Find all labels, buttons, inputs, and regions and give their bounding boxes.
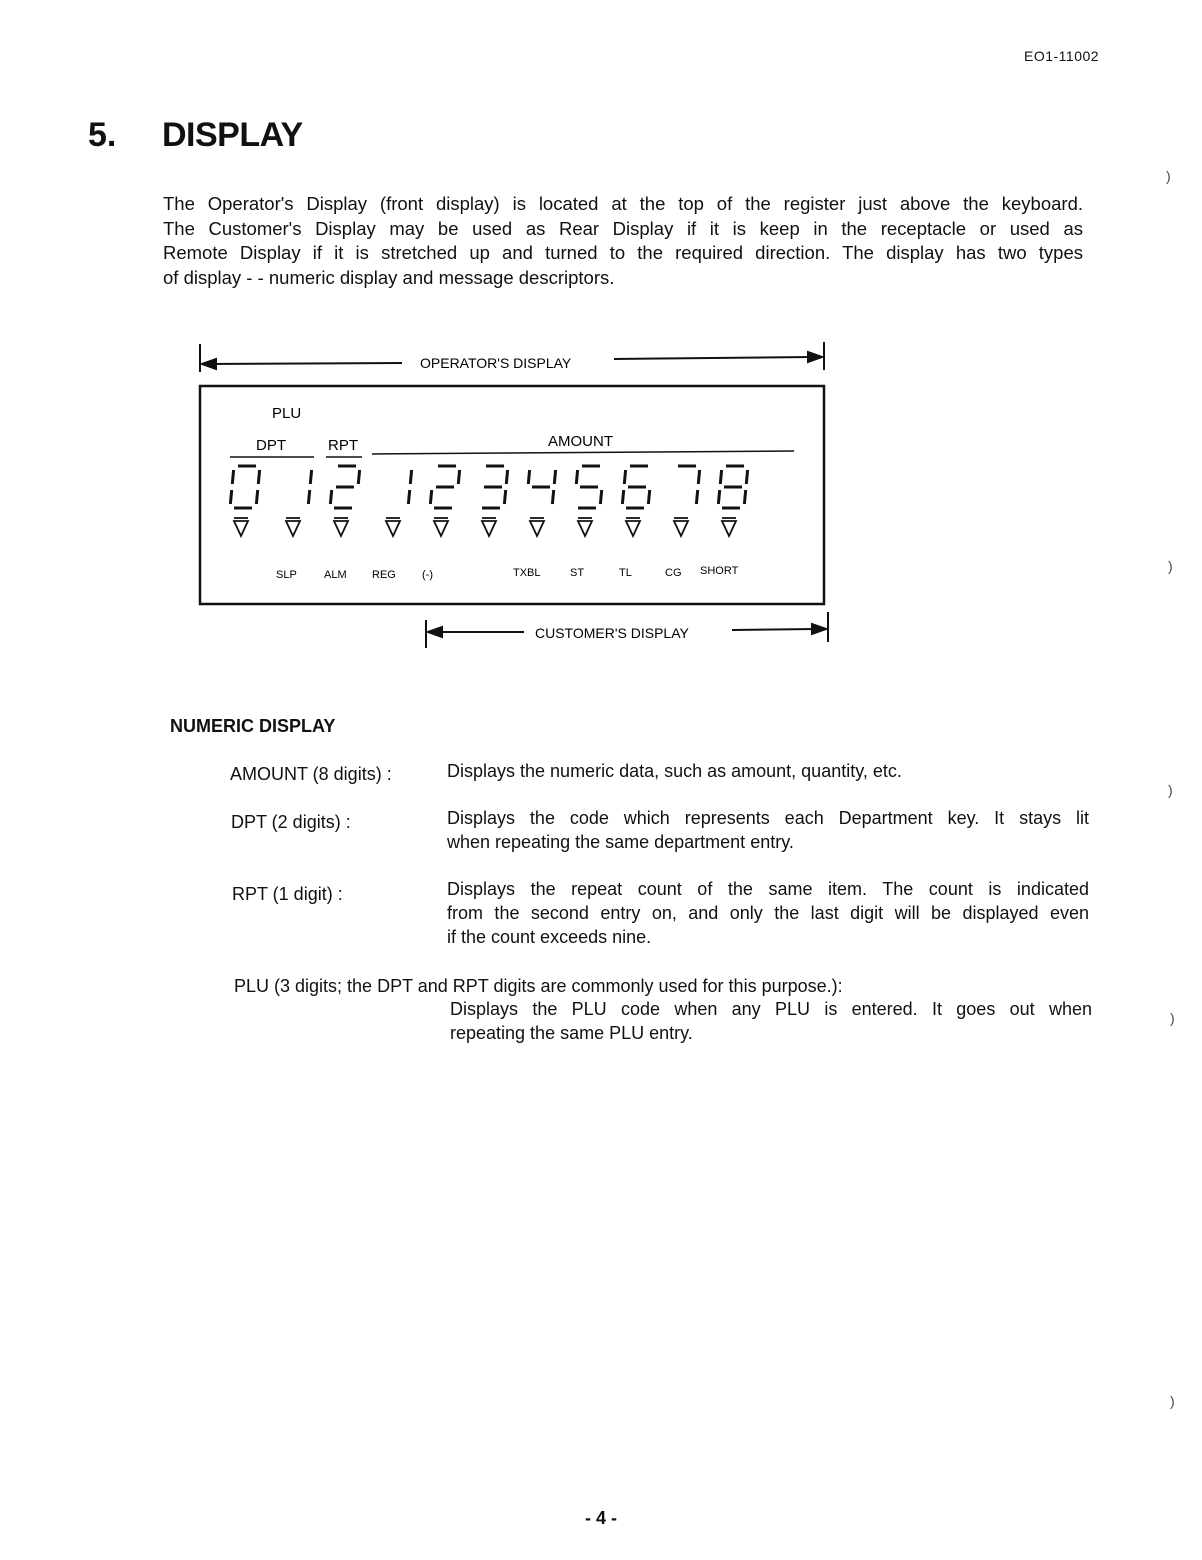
seven-segment-digit	[308, 470, 311, 504]
descriptor-label: TXBL	[513, 567, 541, 579]
desc-line: Displays the PLU code when any PLU is entered. It goes out when	[450, 999, 1092, 1019]
digit-segment	[744, 490, 745, 504]
digit-segment	[430, 490, 431, 504]
intro-paragraph	[163, 192, 1083, 290]
indicator-triangle	[530, 521, 544, 536]
digit-segment	[696, 490, 697, 504]
desc-line: Displays the code which represents each Department key. It stays lit	[447, 808, 1089, 828]
page-number: - 4 -	[584, 1508, 617, 1528]
intro-line: of display - - numeric display and message descriptors.	[163, 266, 615, 288]
digit-segment	[408, 490, 409, 504]
seven-segment-digit	[330, 466, 359, 508]
margin-mark: )	[1170, 1010, 1175, 1026]
indicator-triangle	[334, 521, 348, 536]
descriptor-label: SHORT	[700, 565, 739, 577]
customers-display-label: CUSTOMER'S DISPLAY	[535, 625, 689, 641]
digit-segment	[528, 470, 529, 484]
numeric-display-heading: NUMERIC DISPLAY	[170, 716, 336, 736]
indicator-triangle	[626, 521, 640, 536]
term-dpt: DPT (2 digits) :	[231, 812, 351, 832]
digit-segment	[504, 490, 505, 504]
digit-segment	[410, 470, 411, 484]
indicator-triangle	[234, 521, 248, 536]
indicator-triangles	[234, 518, 736, 536]
descriptor-labels	[276, 565, 739, 581]
term-rpt: RPT (1 digit) :	[232, 884, 343, 904]
desc-line: when repeating the same department entry.	[447, 832, 794, 852]
term-plu: PLU (3 digits; the DPT and RPT digits are commonly used for this purpose.):	[234, 976, 843, 996]
desc-line: if the count exceeds nine.	[447, 927, 652, 947]
indicator-triangle	[434, 521, 448, 536]
margin-mark: )	[1168, 782, 1173, 798]
digit-segment	[718, 490, 719, 504]
digit-segment	[554, 470, 555, 484]
digit-segment	[576, 470, 577, 484]
descriptor-label: CG	[665, 567, 682, 579]
term-amount: AMOUNT (8 digits) :	[230, 764, 392, 784]
seven-segment-digit	[678, 466, 700, 504]
indicator-triangle	[578, 521, 592, 536]
digit-segment	[600, 490, 601, 504]
descriptor-label: SLP	[276, 569, 297, 581]
digit-segment	[746, 470, 747, 484]
margin-mark: )	[1168, 558, 1173, 574]
dpt-label: DPT	[256, 437, 286, 454]
digit-segment	[648, 490, 649, 504]
intro-line: The Operator's Display (front display) is located at the top of the register just above the keyboard.	[163, 193, 1083, 214]
desc-dpt	[447, 806, 1089, 854]
seven-segment-digit	[622, 466, 649, 508]
indicator-triangle	[722, 521, 736, 536]
desc-line: Displays the numeric data, such as amount, quantity, etc.	[447, 761, 902, 781]
indicator-triangle	[286, 521, 300, 536]
digit-segment	[230, 490, 231, 504]
digit-segment	[256, 490, 257, 504]
display-diagram	[190, 336, 840, 656]
digit-segment	[624, 470, 625, 484]
digit-segment	[698, 470, 699, 484]
seven-segment-digit	[430, 466, 459, 508]
digit-segment	[720, 470, 721, 484]
amount-label: AMOUNT	[548, 433, 613, 450]
descriptor-label: (-)	[422, 569, 433, 581]
seven-segment-digit	[718, 466, 747, 508]
descriptor-label: TL	[619, 567, 632, 579]
indicator-triangle	[482, 521, 496, 536]
desc-amount	[447, 759, 1089, 783]
digit-segment	[358, 470, 359, 484]
margin-mark: )	[1166, 168, 1171, 184]
desc-line: Displays the repeat count of the same item. The count is indicated	[447, 879, 1089, 899]
intro-line: The Customer's Display may be used as Rear Display if it is keep in the receptacle or used as	[163, 217, 1083, 239]
descriptor-label: ALM	[324, 569, 347, 581]
indicator-triangle	[674, 521, 688, 536]
section-title: DISPLAY	[162, 116, 303, 154]
seven-segment-digit	[408, 470, 411, 504]
seven-segment-digit	[482, 466, 508, 508]
intro-line: Remote Display if it is stretched up and turned to the required direction. The display has two types	[163, 242, 1083, 263]
document-number: EO1-11002	[1024, 48, 1100, 64]
digit-segment	[310, 470, 311, 484]
digit-segment	[308, 490, 309, 504]
desc-line: from the second entry on, and only the last digit will be displayed even	[447, 903, 1089, 923]
margin-mark: )	[1170, 1393, 1175, 1409]
indicator-triangle	[386, 521, 400, 536]
digit-segment	[506, 470, 507, 484]
digit-row	[230, 466, 747, 508]
digit-segment	[258, 470, 259, 484]
digit-segment	[330, 490, 331, 504]
section-number: 5.	[88, 116, 117, 154]
descriptor-label: REG	[372, 569, 396, 581]
desc-rpt	[447, 877, 1089, 949]
digit-segment	[232, 470, 233, 484]
seven-segment-digit	[528, 470, 555, 504]
rpt-label: RPT	[328, 437, 358, 454]
digit-segment	[622, 490, 623, 504]
digit-segment	[458, 470, 459, 484]
seven-segment-digit	[576, 466, 601, 508]
desc-line: repeating the same PLU entry.	[450, 1023, 693, 1043]
operators-display-label: OPERATOR'S DISPLAY	[420, 355, 572, 371]
plu-label: PLU	[272, 405, 302, 422]
desc-plu	[450, 997, 1092, 1045]
seven-segment-digit	[230, 466, 259, 508]
digit-segment	[552, 490, 553, 504]
descriptor-label: ST	[570, 567, 585, 579]
